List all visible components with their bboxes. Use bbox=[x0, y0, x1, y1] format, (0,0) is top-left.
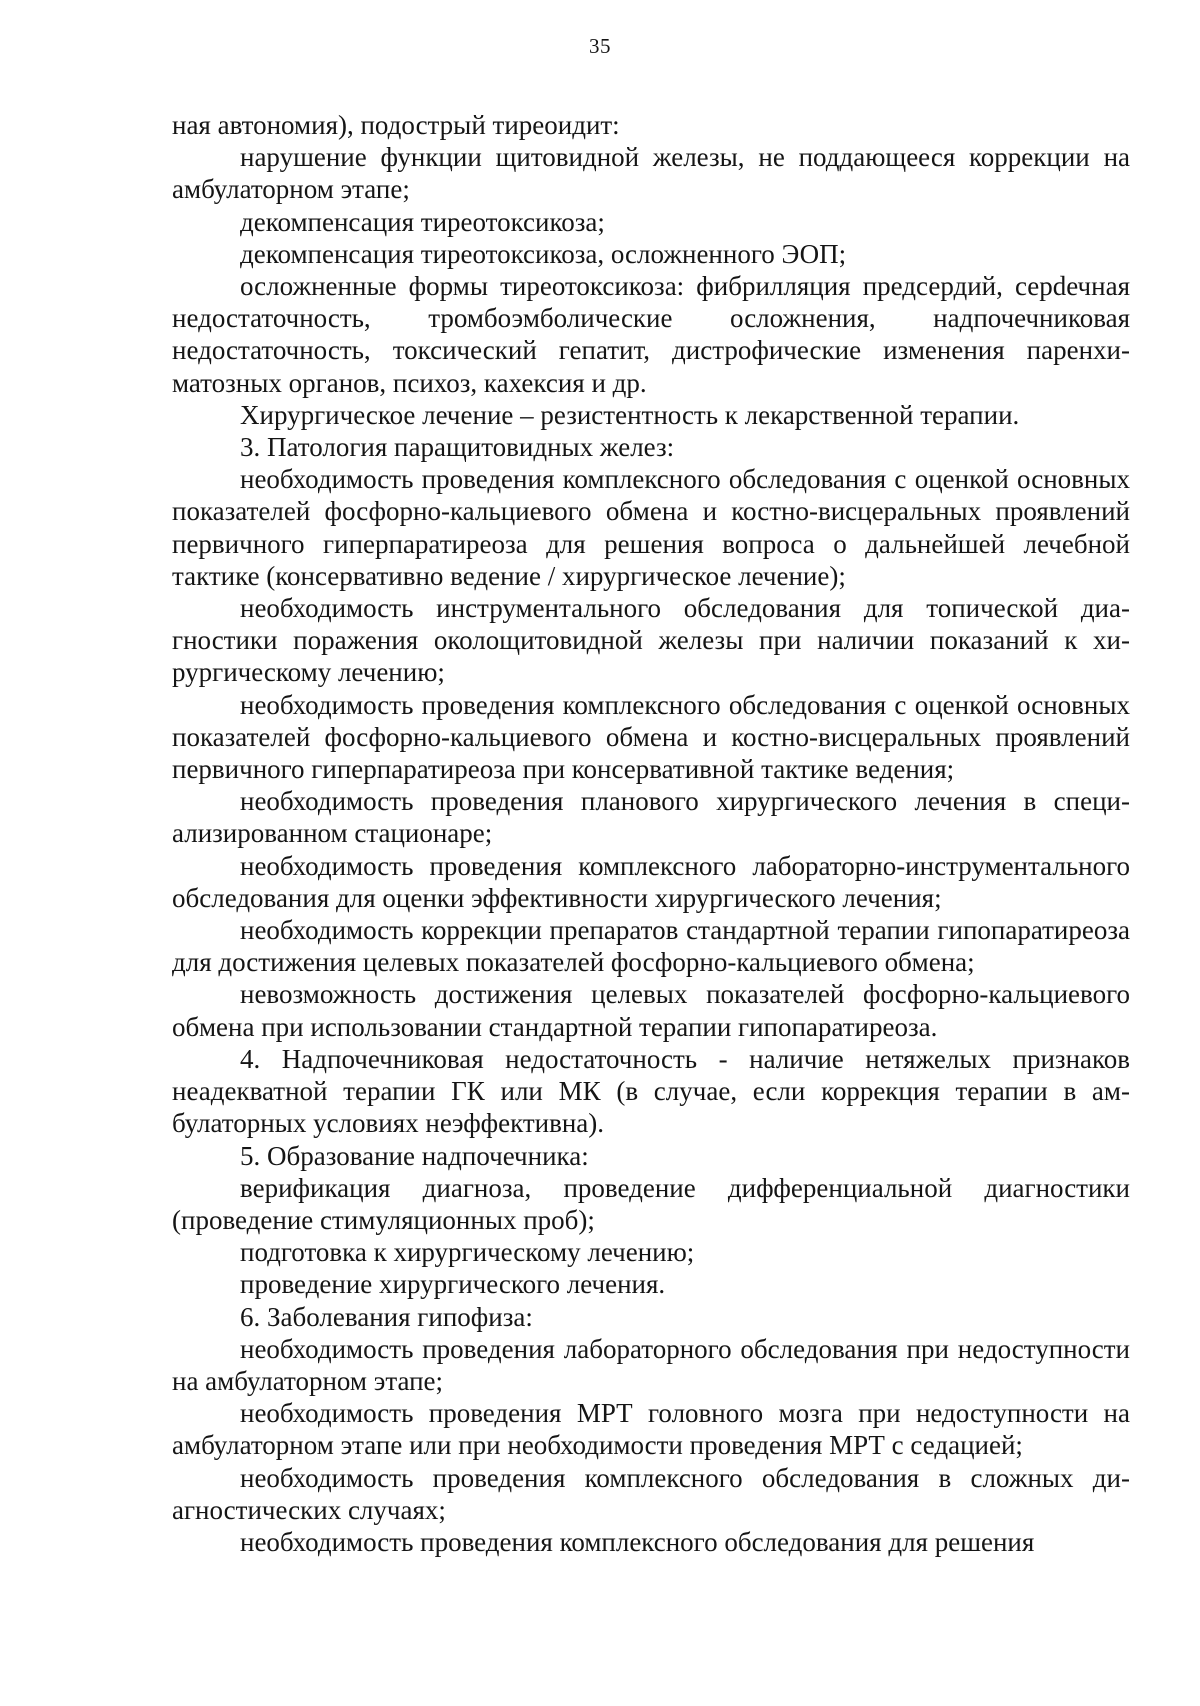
document-body bbox=[172, 109, 1130, 1558]
paragraph: необходимость проведения комплексного лабораторно-инструментального обследования для оценки эффективности хирургического лечения; bbox=[172, 850, 1130, 913]
paragraph: ная автономия), подострый тиреоидит: bbox=[172, 110, 620, 140]
paragraph: невозможность достижения целевых показателей фосфорно-кальциевого обмена при использовании стандартной терапии гипопаратиреоза. bbox=[172, 979, 1130, 1042]
paragraph: необходимость проведения комплексного обследования в сложных диагностических случаях; bbox=[172, 1462, 1130, 1525]
paragraph: верификация диагноза, проведение дифференциальной диагностики (проведение стимуляционных проб); bbox=[172, 1172, 1130, 1235]
paragraph: декомпенсация тиреотоксикоза, осложненного ЭОП; bbox=[240, 238, 847, 269]
paragraph: нарушение функции щитовидной железы, не поддающееся коррекции на амбулаторном этапе; bbox=[172, 142, 1130, 205]
paragraph: необходимость проведения МРТ головного мозга при недоступности на амбулаторном этапе или при необходимости проведения МРТ с седацией; bbox=[172, 1398, 1130, 1461]
paragraph: 5. Образование надпочечника: bbox=[240, 1140, 589, 1171]
paragraph: необходимость инструментального обследования для топической диагностики поражения околощитовидной железы при наличии показаний к хирургическому лечению; bbox=[172, 593, 1130, 688]
paragraph: необходимость проведения лабораторного обследования при недоступности на амбулаторном этапе; bbox=[172, 1333, 1130, 1396]
paragraph: необходимость проведения комплексного обследования с оценкой основных показателей фосфорно-кальциевого обмена и костно-висцеральных проявлений первичного гиперпаратиреоза при консервативной тактике ведения; bbox=[172, 689, 1130, 785]
paragraph: необходимость проведения комплексного обследования для решения bbox=[240, 1526, 1035, 1557]
paragraph: 6. Заболевания гипофиза: bbox=[240, 1301, 533, 1332]
paragraph: осложненные формы тиреотоксикоза: фибрилляция предсердий, серdечная недостаточность, тромбоэмболические осложнения, надпочечниковая недостаточность, токсический гепатит, дистрофические изменения паренхиматозных органов, психоз, кахексия и др. bbox=[172, 271, 1130, 398]
paragraph: необходимость коррекции препаратов стандартной терапии гипопаратиреоза для достижения целевых показателей фосфорно-кальциевого обмена; bbox=[172, 915, 1130, 978]
paragraph: 4. Надпочечниковая недостаточность - наличие нетяжелых признаков неадекватной терапии ГК или МК (в случае, если коррекция терапии в амбулаторных условиях неэффективна). bbox=[172, 1043, 1130, 1139]
paragraph: необходимость проведения планового хирургического лечения в специализированном стационаре; bbox=[172, 786, 1130, 849]
paragraph: декомпенсация тиреотоксикоза; bbox=[240, 206, 605, 237]
paragraph: необходимость проведения комплексного обследования с оценкой основных показателей фосфорно-кальциевого обмена и костно-висцеральных проявлений первичного гиперпаратиреоза для решения вопроса о дальнейшей лечебной тактике (консервативно ведение / хирургическое лечение); bbox=[172, 464, 1130, 591]
paragraph: проведение хирургического лечения. bbox=[240, 1269, 666, 1300]
paragraph: 3. Патология паращитовидных желез: bbox=[240, 432, 675, 463]
page-number: 35 bbox=[589, 34, 611, 58]
paragraph: подготовка к хирургическому лечению; bbox=[240, 1237, 695, 1268]
paragraph: Хирургическое лечение – резистентность к лекарственной терапии. bbox=[240, 399, 1020, 430]
